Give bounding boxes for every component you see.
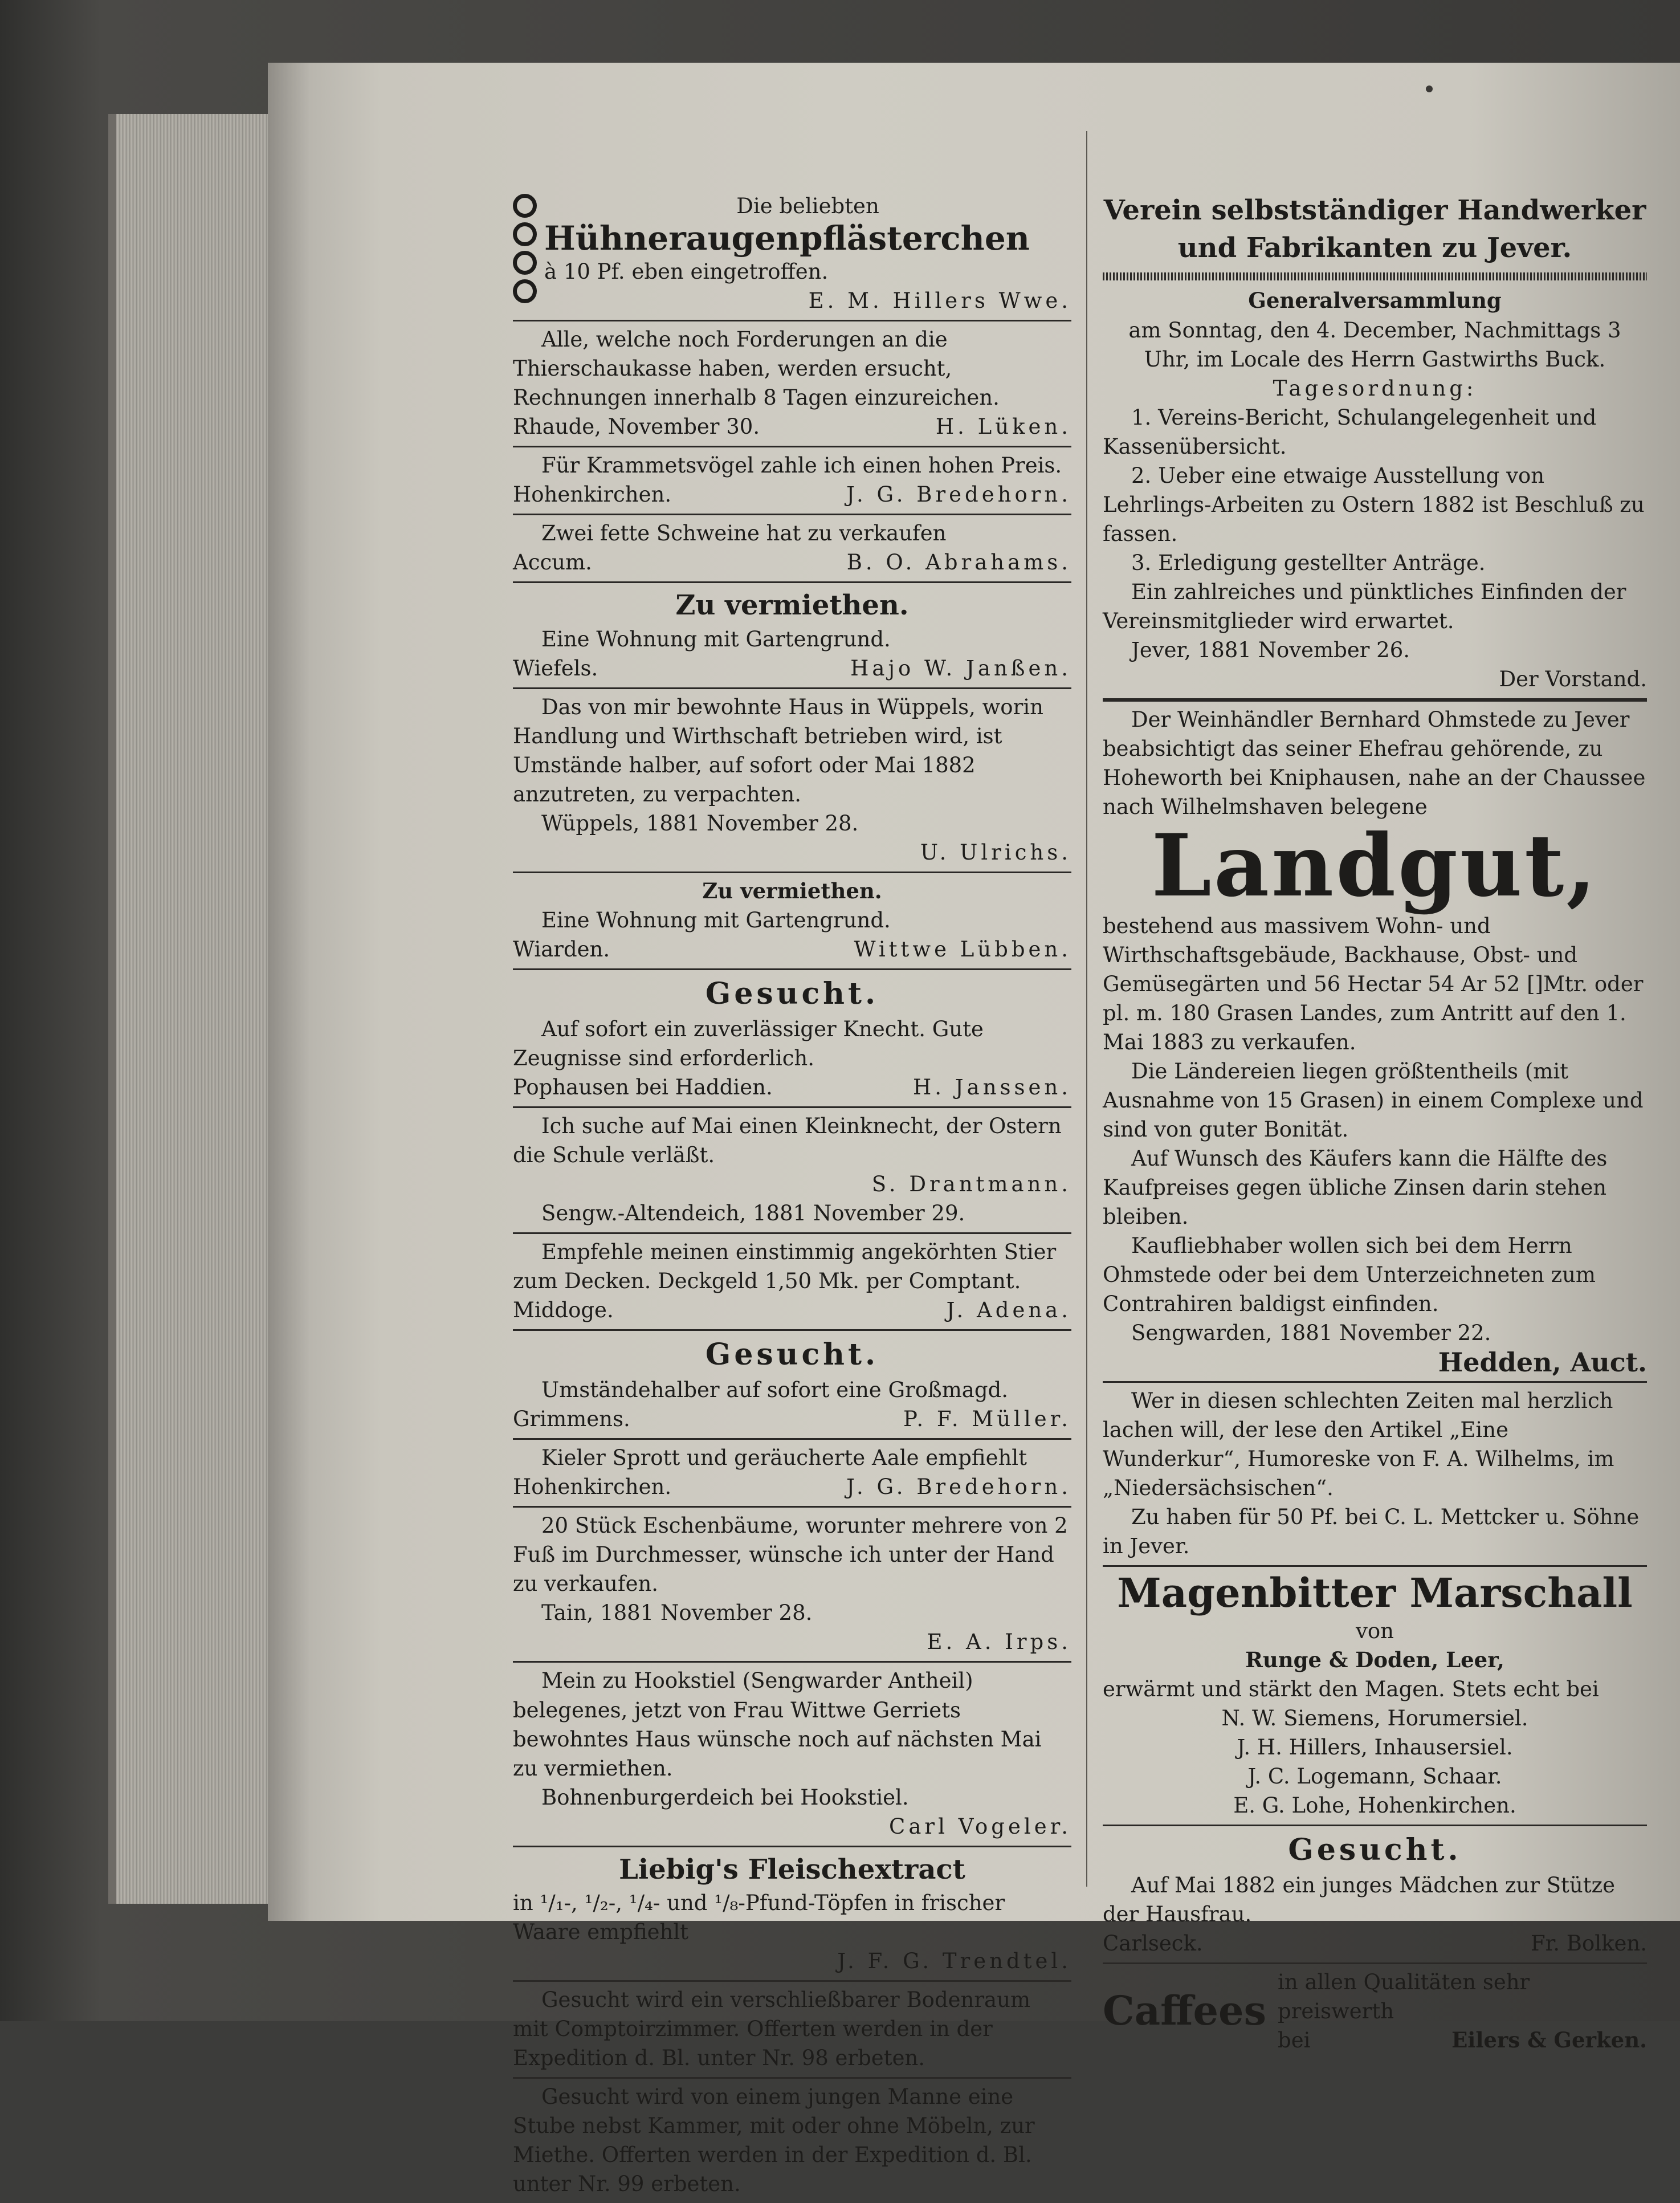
ad-maker: Runge & Doden, Leer, [1245, 1647, 1504, 1672]
ad-place: Middoge. [513, 1298, 614, 1323]
column-divider [1086, 131, 1087, 1887]
ad-place: Carlseck. [1103, 1931, 1203, 1956]
ad-signature: J. Adena. [946, 1298, 1071, 1323]
ad-text: am Sonntag, den 4. December, Nachmittags 3 Uhr, im Locale des Herrn Gastwirths Buck. [1128, 317, 1621, 372]
ad-signature: Eilers & Gerken. [1451, 2027, 1647, 2053]
ad-signature: E. M. Hillers Wwe. [808, 288, 1071, 313]
ad-footer [513, 654, 1071, 683]
ad-gesucht-grossmagd [513, 1331, 1071, 1440]
ad-title: Zu vermiethen. [675, 589, 909, 622]
ad-text: Eine Wohnung mit Gartengrund. [541, 626, 891, 651]
ad-landgut [1103, 702, 1647, 1383]
ad-text: Auf Mai 1882 ein junges Mädchen zur Stütze der Hausfrau. [1103, 1872, 1615, 1927]
ad-footer [1103, 1929, 1647, 1958]
ad-place: Grimmens. [513, 1407, 630, 1432]
ad-text: von [1355, 1618, 1394, 1643]
ad-text: Zwei fette Schweine hat zu verkaufen [541, 521, 947, 546]
circle-ornament-icon [513, 251, 537, 275]
circle-ornament-icon [513, 222, 537, 246]
ad-place: Sengw.-Altendeich, 1881 November 29. [541, 1201, 965, 1226]
ad-signature: S. Drantmann. [871, 1172, 1071, 1197]
ad-title: Liebig's Fleischextract [619, 1853, 965, 1886]
caffees-row [1103, 1968, 1647, 2055]
ad-signature: Der Vorstand. [1499, 667, 1647, 692]
ad-text: Gesucht wird ein verschließbarer Bodenraum mit Comptoirzimmer. Offerten werden in der Expedition d. Bl. unter Nr. 98 erbeten. [513, 1988, 1031, 2071]
ad-title: Zu vermiethen. [702, 878, 882, 903]
ad-footer [513, 480, 1071, 509]
ad-text: bestehend aus massivem Wohn- und Wirthschaftsgebäude, Backhause, Obst- und Gemüsegärten und 56 Hectar 54 Ar 52 []Mtr. oder pl. m. 180 Grasen Landes, zum Antritt auf den 1. Mai 1883 zu verkaufen. [1103, 913, 1644, 1054]
ad-text: in allen Qualitäten sehr preiswerth [1278, 1970, 1530, 2024]
ad-text: Eine Wohnung mit Gartengrund. [541, 907, 891, 932]
ad-text: Umständehalber auf sofort eine Großmagd. [541, 1378, 1008, 1403]
ad-stube [513, 2079, 1071, 2203]
circle-ornament-icon [513, 279, 537, 303]
ad-place: Accum. [513, 550, 592, 575]
dealer: N. W. Siemens, Horumersiel. [1221, 1706, 1528, 1731]
right-column [1103, 188, 1647, 2059]
ad-signature: J. G. Bredehorn. [846, 482, 1071, 507]
circle-ornament-icon [513, 194, 537, 218]
ad-footer [513, 548, 1071, 577]
ad-caffees [1103, 1964, 1647, 2059]
ad-vermiethen-wiarden [513, 873, 1071, 970]
ad-magenbitter [1103, 1567, 1647, 1826]
agenda-item: 1. Vereins-Bericht, Schulangelegenheit und Kassenübersicht. [1103, 405, 1597, 459]
ad-title: Magenbitter Marschall [1117, 1569, 1633, 1617]
ad-signature: U. Ulrichs. [920, 840, 1071, 865]
ad-place: Bohnenburgerdeich bei Hookstiel. [541, 1785, 909, 1810]
ad-liebig [513, 1847, 1071, 1982]
agenda-item: 2. Ueber eine etwaige Ausstellung von Lehrlings-Arbeiten zu Ostern 1882 ist Beschluß zu fassen. [1103, 463, 1645, 546]
ad-text: Empfehle meinen einstimmig angekörhten Stier zum Decken. Deckgeld 1,50 Mk. per Comptant. [513, 1240, 1057, 1294]
ad-title: Landgut, [1151, 816, 1599, 917]
ad-footer [513, 1472, 1071, 1501]
ad-text: Für Krammetsvögel zahle ich einen hohen Preis. [541, 453, 1062, 478]
ad-footer [513, 935, 1071, 964]
ad-signature: Carl Vogeler. [889, 1814, 1071, 1839]
ad-place: Sengwarden, 1881 November 22. [1131, 1321, 1491, 1346]
ad-text: Zu haben für 50 Pf. bei C. L. Mettcker u. Söhne in Jever. [1103, 1505, 1640, 1559]
ad-intro: Die beliebten [736, 194, 879, 218]
dealer: J. H. Hillers, Inhausersiel. [1237, 1735, 1513, 1760]
ad-krammetsvoegel [513, 447, 1071, 515]
ad-text: in ¹/₁-, ¹/₂-, ¹/₄- und ¹/₈-Pfund-Töpfen in frischer Waare empfiehlt [513, 1890, 1005, 1945]
ad-text: Mein zu Hookstiel (Sengwarder Antheil) belegenes, jetzt von Frau Wittwe Gerriets bewohntes Haus wünsche noch auf nächsten Mai zu vermiethen. [513, 1668, 1042, 1781]
ad-wunderkur [1103, 1383, 1647, 1567]
ad-footer [1278, 2026, 1647, 2055]
book-page-edges [108, 114, 287, 1904]
ad-text: Alle, welche noch Forderungen an die Thierschaukasse haben, werden ersucht, Rechnungen innerhalb 8 Tagen einzureichen. [513, 327, 1000, 410]
ad-text: Das von mir bewohnte Haus in Wüppels, worin Handlung und Wirthschaft betrieben wird, ist Umstände halber, auf sofort oder Mai 1882 anzutreten, zu verpachten. [513, 694, 1043, 807]
ad-text: Auf sofort ein zuverlässiger Knecht. Gute Zeugnisse sind erforderlich. [513, 1016, 984, 1070]
ad-place: Tain, 1881 November 28. [541, 1601, 813, 1626]
ad-text: Ich suche auf Mai einen Kleinknecht, der Ostern die Schule verläßt. [513, 1113, 1062, 1167]
ad-text: Auf Wunsch des Käufers kann die Hälfte des Kaufpreises gegen übliche Zinsen darin stehen bleiben. [1103, 1146, 1608, 1229]
hatched-rule [1103, 272, 1647, 280]
ad-verein-handwerker [1103, 188, 1647, 698]
ad-text: 20 Stück Eschenbäume, worunter mehrere von 2 Fuß im Durchmesser, wünsche ich unter der Hand zu verkaufen. [513, 1513, 1068, 1597]
ad-title: Verein selbstständiger Handwerker und Fabrikanten zu Jever. [1103, 194, 1646, 264]
ad-place: Hohenkirchen. [513, 482, 672, 507]
page-mark [1426, 85, 1433, 92]
ad-signature: E. A. Irps. [927, 1630, 1071, 1655]
dealer: J. C. Logemann, Schaar. [1247, 1764, 1502, 1789]
ad-signature: Hajo W. Janßen. [850, 655, 1071, 681]
ad-text: Ein zahlreiches und pünktliches Einfinden der Vereinsmitglieder wird erwartet. [1103, 579, 1626, 633]
caffees-text [1278, 1968, 1647, 2055]
agenda-item: 3. Erledigung gestellter Anträge. [1131, 550, 1486, 575]
ad-huehneraugen [513, 188, 1071, 321]
ad-bodenraum [513, 1982, 1071, 2079]
ad-gesucht-knecht [513, 970, 1071, 1108]
ad-subtitle: Generalversammlung [1248, 288, 1502, 313]
ad-text: Wer in diesen schlechten Zeiten mal herzlich lachen will, der lese den Artikel „Eine Wunderkur“, Humoreske von F. A. Wilhelms, im „Niedersächsischen“. [1103, 1388, 1614, 1501]
ad-place: Rhaude, November 30. [513, 414, 760, 439]
ad-place: Wiarden. [513, 937, 610, 962]
ad-title: Caffees [1103, 1987, 1267, 2035]
ad-signature: Fr. Bolken. [1530, 1931, 1647, 1956]
ad-eschenbaeume [513, 1508, 1071, 1663]
ad-place: Hohenkirchen. [513, 1475, 672, 1500]
ad-text: bei [1278, 2028, 1311, 2053]
ad-place: Wüppels, 1881 November 28. [541, 811, 859, 836]
ad-kleinknecht [513, 1108, 1071, 1234]
ad-place: Jever, 1881 November 26. [1131, 638, 1410, 663]
ad-vermiethen-wiefels [513, 583, 1071, 689]
ad-gesucht-maedchen [1103, 1826, 1647, 1964]
ad-place: Wiefels. [513, 655, 598, 681]
ad-sprott [513, 1440, 1071, 1508]
ad-footer [513, 1296, 1071, 1325]
ad-signature: Wittwe Lübben. [854, 937, 1071, 962]
ad-signature: P. F. Müller. [903, 1407, 1071, 1432]
ad-signature: Hedden, Auct. [1438, 1346, 1647, 1378]
ad-footer [513, 412, 1071, 441]
ad-title: Gesucht. [1288, 1833, 1462, 1868]
ad-text: Kieler Sprott und geräucherte Aale empfiehlt [541, 1445, 1027, 1471]
agenda-heading: Tagesordnung: [1273, 376, 1477, 401]
ad-signature: J. F. G. Trendtel. [837, 1949, 1071, 1974]
ad-hookstiel [513, 1663, 1071, 1847]
ad-signature: H. Janssen. [913, 1074, 1071, 1100]
ad-text: Kaufliebhaber wollen sich bei dem Herrn Ohmstede oder bei dem Unterzeichneten zum Contrahiren baldigst einfinden. [1103, 1233, 1596, 1317]
ad-title: Gesucht. [705, 1337, 879, 1373]
dealer: E. G. Lohe, Hohenkirchen. [1233, 1793, 1516, 1818]
ad-signature: B. O. Abrahams. [846, 550, 1071, 575]
ad-signature: H. Lüken. [935, 414, 1071, 439]
ad-text: à 10 Pf. eben eingetroffen. [544, 259, 829, 284]
ad-text: Die Ländereien liegen größtentheils (mit Ausnahme von 15 Grasen) in einem Complexe und sind von guter Bonität. [1103, 1059, 1644, 1142]
ad-text: Der Weinhändler Bernhard Ohmstede zu Jever beabsichtigt das seiner Ehefrau gehörende, zu Hoheworth bei Kniphausen, nahe an der Chaussee nach Wilhelmshaven belegene [1103, 707, 1646, 820]
left-column [513, 188, 1071, 2203]
ad-thierschau [513, 321, 1071, 447]
ornament-circles [513, 194, 536, 308]
ad-text: Gesucht wird von einem jungen Manne eine Stube nebst Kammer, mit oder ohne Möbeln, zur Miethe. Offerten werden in der Expedition d. Bl. unter Nr. 99 erbeten. [513, 2084, 1035, 2197]
ad-title: Hühneraugenpflästerchen [544, 219, 1030, 258]
ad-signature: J. G. Bredehorn. [846, 1475, 1071, 1500]
ad-footer [513, 1073, 1071, 1102]
ad-schweine [513, 515, 1071, 583]
ad-title: Gesucht. [705, 976, 879, 1012]
ad-haus-wueppels [513, 689, 1071, 873]
ad-stier [513, 1234, 1071, 1331]
ad-place: Pophausen bei Haddien. [513, 1074, 773, 1100]
ad-text: erwärmt und stärkt den Magen. Stets echt bei [1103, 1676, 1599, 1701]
ad-footer [513, 1404, 1071, 1434]
